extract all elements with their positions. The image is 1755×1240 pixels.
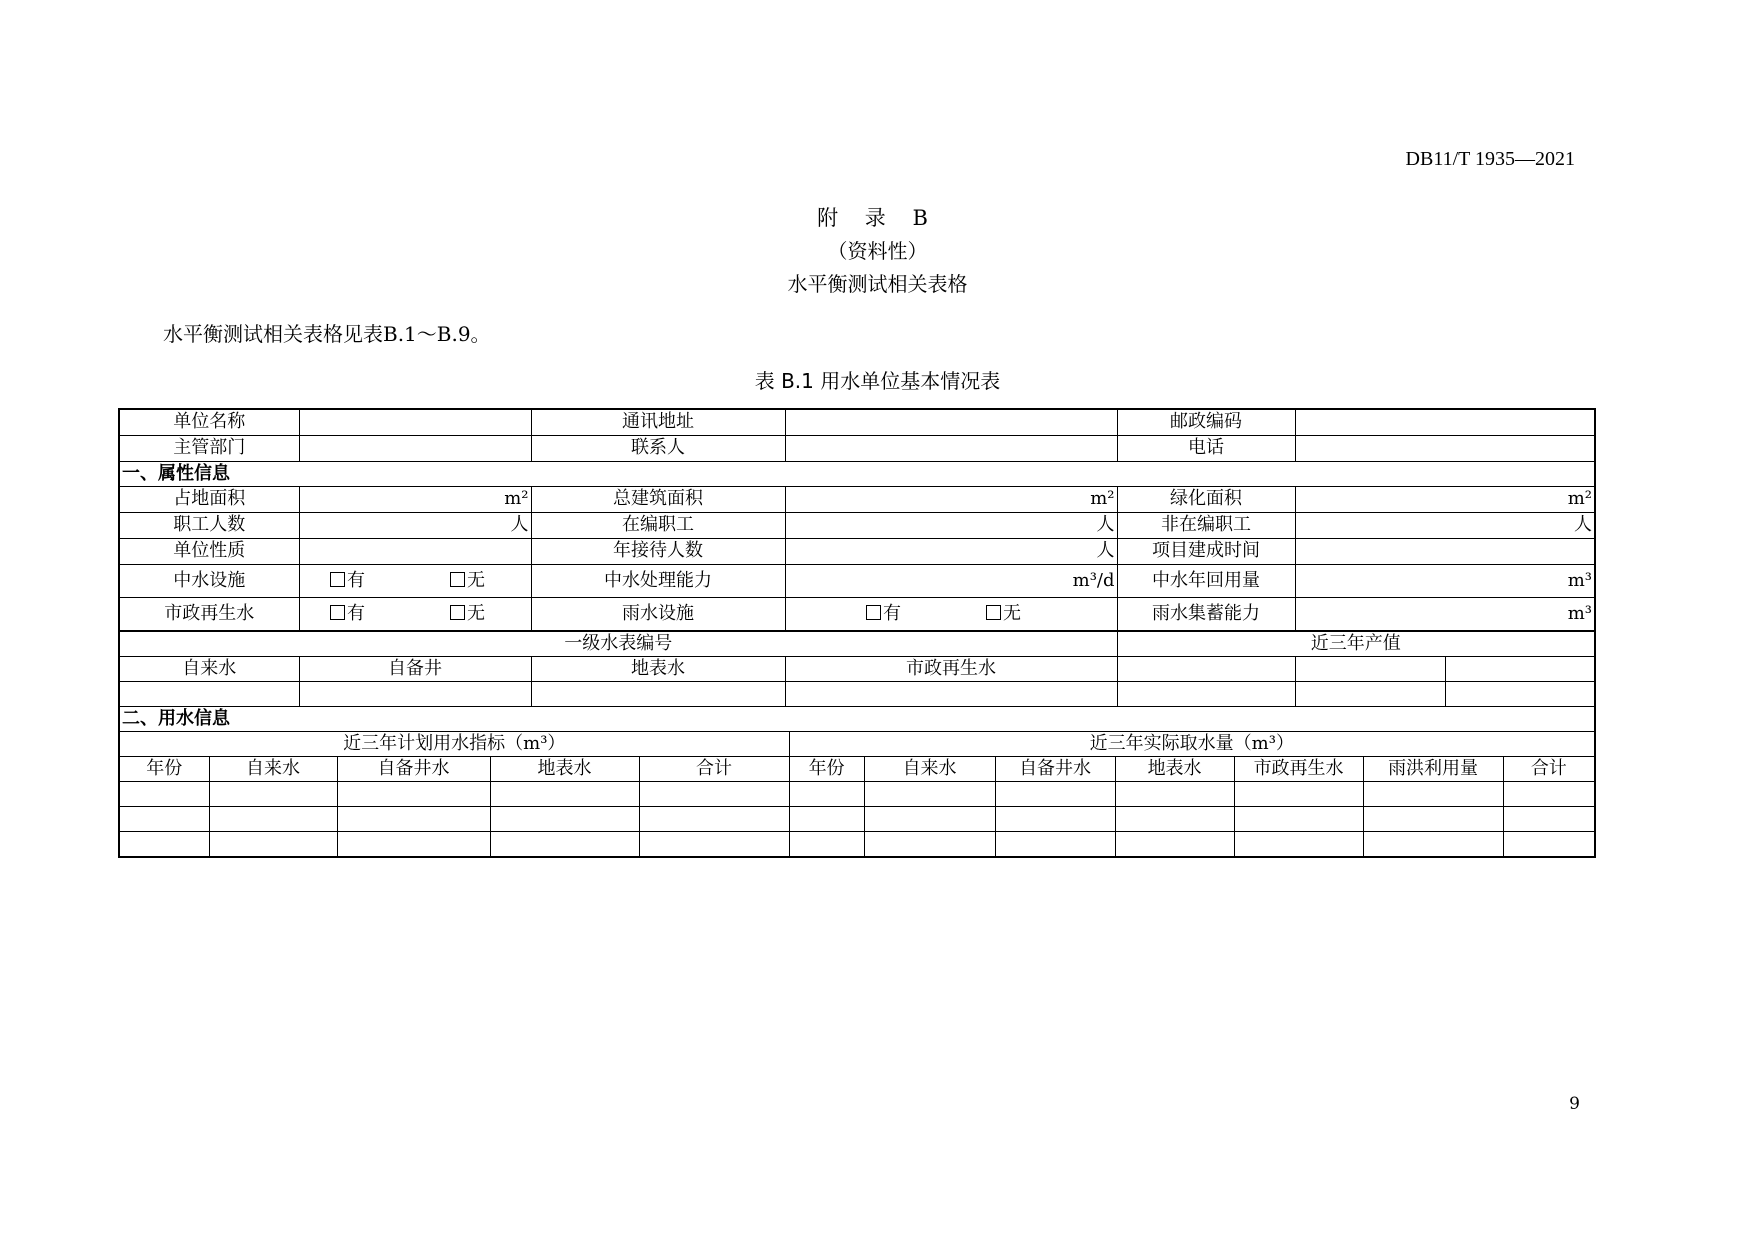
table-caption: 表 B.1 用水单位基本情况表 [754,369,1001,393]
table-row [119,657,1595,682]
reclaimed-annual-label: 中水年回用量 [1117,564,1295,597]
table-row [119,732,1595,757]
col-total: 合计 [639,757,789,782]
municipal-header: 市政再生水 [785,657,1117,682]
table-row [119,757,1595,782]
postal-code-value [1295,409,1595,435]
appendix-title: 附 录 B [817,206,938,230]
col-tap: 自来水 [209,757,337,782]
land-area-unit: m² [299,486,531,512]
table-row [119,832,1595,857]
rain-capacity-unit: m³ [1295,597,1595,630]
table-row [119,486,1595,512]
well-header: 自备井 [299,657,531,682]
option-label: 有 [883,602,901,624]
checkbox[interactable] [450,572,465,587]
staff-formal-unit: 人 [785,512,1117,538]
visitors-label: 年接待人数 [531,538,785,564]
address-label: 通讯地址 [531,409,785,435]
unit-name-value [299,409,531,435]
checkbox[interactable] [866,605,881,620]
table-row [119,564,1595,597]
col-year: 年份 [119,757,209,782]
green-area-label: 绿化面积 [1117,486,1295,512]
table-row [119,538,1595,564]
option-label: 无 [467,602,485,624]
land-area-label: 占地面积 [119,486,299,512]
contact-label: 联系人 [531,435,785,461]
col-year: 年份 [789,757,864,782]
rain-facility-label: 雨水设施 [531,597,785,630]
building-area-unit: m² [785,486,1117,512]
postal-code-label: 邮政编码 [1117,409,1295,435]
col-well: 自备井水 [337,757,490,782]
section-attribute-info: 一、属性信息 [119,461,1595,486]
output-year-2 [1295,657,1445,682]
staff-formal-label: 在编职工 [531,512,785,538]
municipal-reclaimed-options [299,597,531,630]
department-value [299,435,531,461]
option-yes[interactable] [330,569,450,591]
document-code: DB11/T 1935—2021 [1405,148,1575,170]
table-row [119,682,1595,707]
table-row [119,409,1595,435]
table-row [119,435,1595,461]
table-row [119,782,1595,807]
reclaimed-capacity-label: 中水处理能力 [531,564,785,597]
contact-value [785,435,1117,461]
build-time-label: 项目建成时间 [1117,538,1295,564]
nature-value [299,538,531,564]
table-row [119,707,1595,732]
plan-3y-header: 近三年计划用水指标（m³） [119,732,789,757]
meter-no-header: 一级水表编号 [119,632,1117,657]
checkbox[interactable] [330,572,345,587]
unit-name-label: 单位名称 [119,409,299,435]
staff-informal-unit: 人 [1295,512,1595,538]
col-rainflood: 雨洪利用量 [1363,757,1503,782]
option-label: 无 [1003,602,1021,624]
option-no[interactable] [450,569,500,591]
section-water-info: 二、用水信息 [119,707,1595,732]
table-row [119,807,1595,832]
phone-label: 电话 [1117,435,1295,461]
staff-unit: 人 [299,512,531,538]
page-number: 9 [1569,1094,1580,1114]
reclaimed-facility-options [299,564,531,597]
checkbox[interactable] [330,605,345,620]
col-tap: 自来水 [864,757,995,782]
col-surface: 地表水 [490,757,639,782]
option-label: 有 [347,569,365,591]
building-area-label: 总建筑面积 [531,486,785,512]
output-year-1 [1117,657,1295,682]
col-well: 自备井水 [995,757,1115,782]
tap-header: 自来水 [119,657,299,682]
checkbox[interactable] [986,605,1001,620]
appendix-heading: 水平衡测试相关表格 [787,272,968,296]
surface-header: 地表水 [531,657,785,682]
phone-value [1295,435,1595,461]
rain-facility-options [785,597,1117,630]
basic-info-table [118,408,1596,631]
department-label: 主管部门 [119,435,299,461]
actual-3y-header: 近三年实际取水量（m³） [789,732,1595,757]
col-surface: 地表水 [1115,757,1234,782]
output-header: 近三年产值 [1117,632,1595,657]
option-yes[interactable] [330,602,450,624]
staff-label: 职工人数 [119,512,299,538]
col-total: 合计 [1503,757,1595,782]
output-year-3 [1445,657,1595,682]
build-time-value [1295,538,1595,564]
water-usage-table [118,731,1596,858]
meter-table [118,631,1596,732]
municipal-reclaimed-label: 市政再生水 [119,597,299,630]
intro-paragraph: 水平衡测试相关表格见表B.1～B.9。 [163,322,491,346]
option-yes[interactable] [866,602,986,624]
reclaimed-facility-label: 中水设施 [119,564,299,597]
col-municipal: 市政再生水 [1234,757,1363,782]
appendix-subtitle: （资料性） [827,239,928,263]
checkbox[interactable] [450,605,465,620]
option-no[interactable] [450,602,500,624]
option-label: 有 [347,602,365,624]
visitors-unit: 人 [785,538,1117,564]
option-label: 无 [467,569,485,591]
table-row [119,461,1595,486]
rain-capacity-label: 雨水集蓄能力 [1117,597,1295,630]
green-area-unit: m² [1295,486,1595,512]
table-row [119,632,1595,657]
nature-label: 单位性质 [119,538,299,564]
address-value [785,409,1117,435]
table-row [119,597,1595,630]
table-row [119,512,1595,538]
staff-informal-label: 非在编职工 [1117,512,1295,538]
reclaimed-capacity-unit: m³/d [785,564,1117,597]
reclaimed-annual-unit: m³ [1295,564,1595,597]
option-no[interactable] [986,602,1036,624]
